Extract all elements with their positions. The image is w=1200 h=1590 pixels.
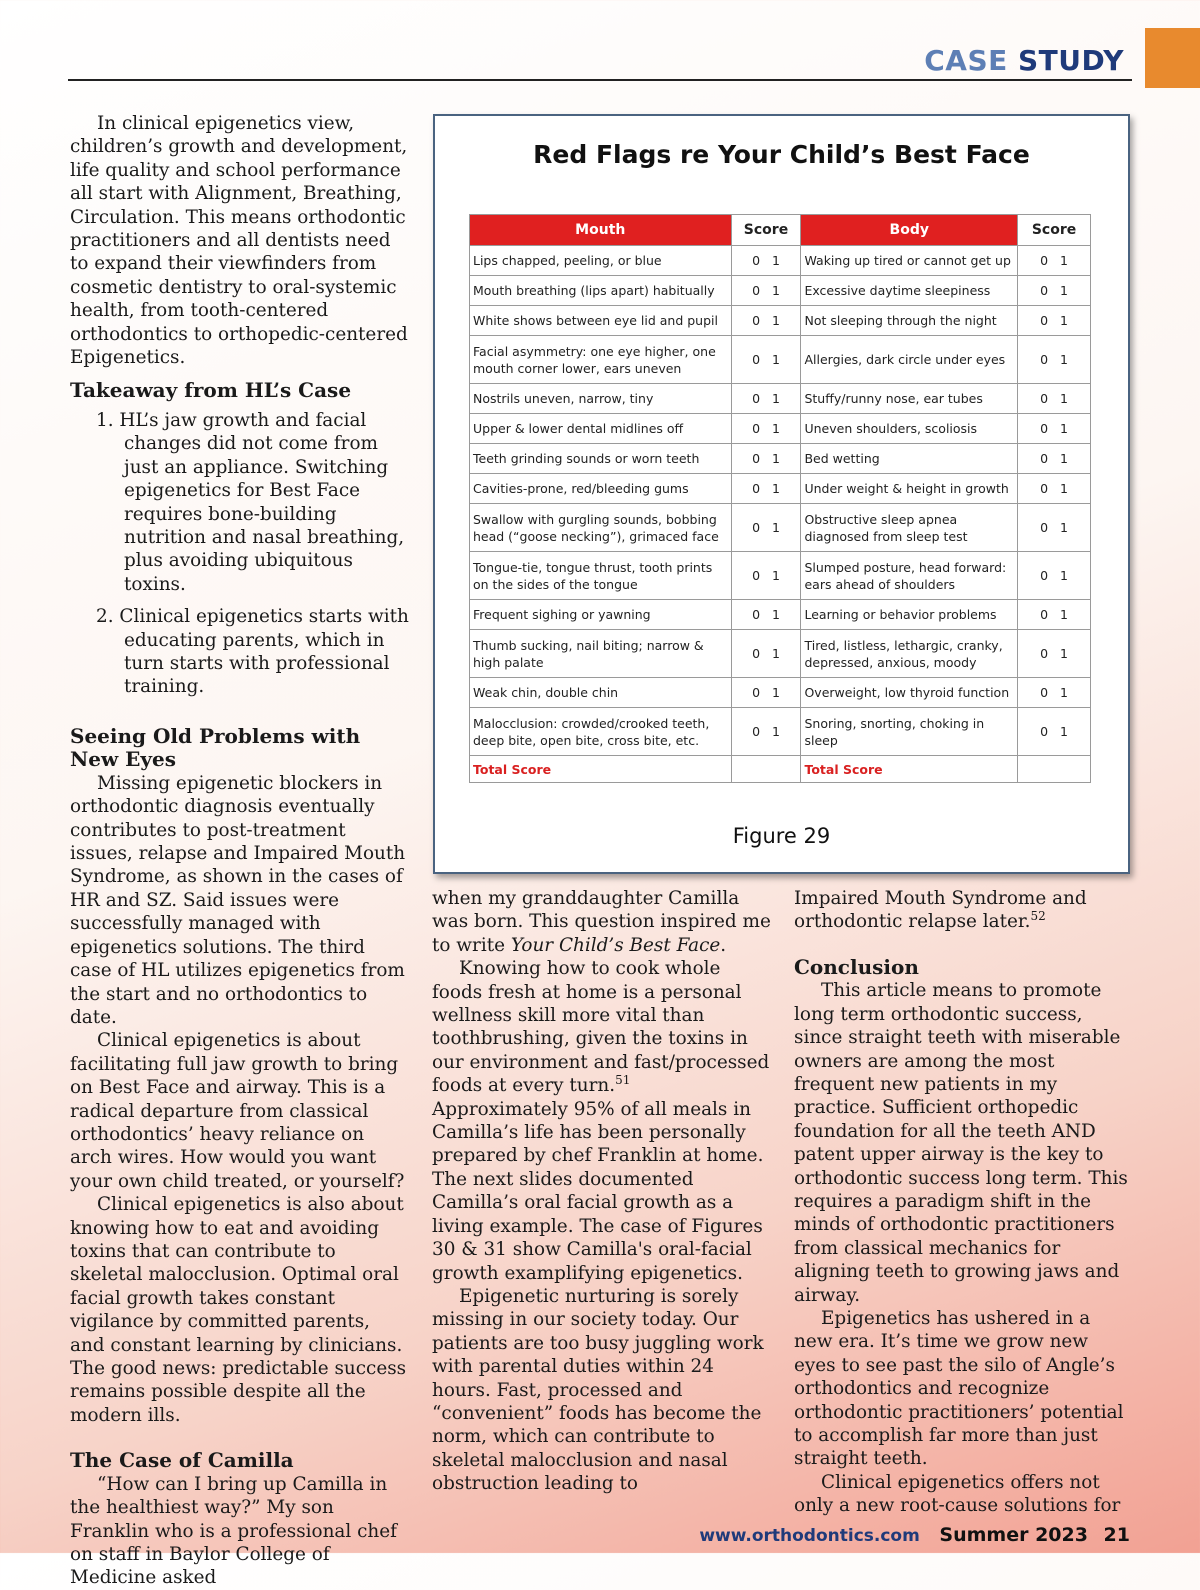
mouth-item: Mouth breathing (lips apart) habitually — [470, 276, 732, 306]
mouth-score: 0 1 — [731, 246, 801, 276]
mouth-score: 0 1 — [731, 474, 801, 504]
body-item: Uneven shoulders, scoliosis — [801, 414, 1018, 444]
mouth-item: Malocclusion: crowded/crooked teeth, deep bite, open bite, cross bite, etc. — [470, 708, 732, 756]
body-item: Excessive daytime sleepiness — [801, 276, 1018, 306]
mouth-score: 0 1 — [731, 276, 801, 306]
total-score-mouth: Total Score — [470, 756, 732, 783]
column-1 — [70, 112, 410, 1590]
table-row — [470, 414, 1091, 444]
table-row — [470, 306, 1091, 336]
table-row — [470, 336, 1091, 384]
body-score: 0 1 — [1018, 600, 1091, 630]
body-score: 0 1 — [1018, 678, 1091, 708]
body-item: Obstructive sleep apnea diagnosed from sleep test — [801, 504, 1018, 552]
paragraph-camilla: “How can I bring up Camilla in the healthiest way?” My son Franklin who is a professional chef on staff in Baylor College of Medicine asked — [70, 1473, 397, 1589]
body-item: Not sleeping through the night — [801, 306, 1018, 336]
body-score: 0 1 — [1018, 708, 1091, 756]
body-score: 0 1 — [1018, 384, 1091, 414]
reference-52: 52 — [1030, 909, 1046, 924]
body-score: 0 1 — [1018, 246, 1091, 276]
section-label-word2: STUDY — [1018, 44, 1124, 77]
total-score-row — [470, 756, 1091, 783]
header-rule — [68, 79, 1132, 81]
paragraph-facilitating: Clinical epigenetics is about facilitating full jaw growth to bring on Best Face and airway. This is a radical departure from classical orthodontics’ heavy reliance on arch wires. How would you want your own child treated, or yourself? — [70, 1030, 405, 1192]
table-row — [470, 276, 1091, 306]
figure-caption: Figure 29 — [732, 824, 831, 848]
paragraph-conclusion-2: Epigenetics has ushered in a new era. It’s time we grow new eyes to see past the silo of Angle’s orthodontics and recognize orthodontic practitioners’ potential to accomplish far more than just straight teeth. — [794, 1308, 1124, 1470]
footer-issue: Summer 2023 — [939, 1524, 1088, 1546]
body-score: 0 1 — [1018, 504, 1091, 552]
total-score-mouth-value — [731, 756, 801, 783]
mouth-item: Nostrils uneven, narrow, tiny — [470, 384, 732, 414]
table-body — [470, 246, 1091, 756]
book-title: Your Child’s Best Face — [510, 934, 721, 956]
mouth-item: Thumb sucking, nail biting; narrow & high palate — [470, 630, 732, 678]
body-score: 0 1 — [1018, 414, 1091, 444]
mouth-item: Frequent sighing or yawning — [470, 600, 732, 630]
body-item: Learning or behavior problems — [801, 600, 1018, 630]
table-row — [470, 384, 1091, 414]
header-score-2: Score — [1018, 215, 1091, 246]
intro-paragraph: In clinical epigenetics view, children’s growth and development, life quality and school performance all start with Alignment, Breathing, Circulation. This means orthodontic practitioners and all dentists need to expand their viewfinders from cosmetic dentistry to oral-systemic health, from tooth-centered orthodontics to orthopedic-centered Epigenetics. — [70, 113, 408, 369]
takeaway-item-2: 2. Clinical epigenetics starts with educating parents, which in turn starts with professional training. — [96, 606, 409, 698]
red-flags-table — [469, 214, 1091, 783]
page-number: 21 — [1103, 1524, 1130, 1546]
total-score-body: Total Score — [801, 756, 1018, 783]
mouth-item: Tongue-tie, tongue thrust, tooth prints on the sides of the tongue — [470, 552, 732, 600]
body-item: Stuffy/runny nose, ear tubes — [801, 384, 1018, 414]
mouth-item: Swallow with gurgling sounds, bobbing head (“goose necking”), grimaced face — [470, 504, 732, 552]
body-score: 0 1 — [1018, 276, 1091, 306]
header-score: Score — [731, 215, 801, 246]
table-row — [470, 600, 1091, 630]
body-score: 0 1 — [1018, 336, 1091, 384]
mouth-score: 0 1 — [731, 504, 801, 552]
mouth-item: Lips chapped, peeling, or blue — [470, 246, 732, 276]
figure-29 — [433, 114, 1130, 874]
body-item: Under weight & height in growth — [801, 474, 1018, 504]
paragraph-relapse — [794, 887, 1134, 934]
table-row — [470, 630, 1091, 678]
text-span: Impaired Mouth Syndrome and orthodontic relapse later. — [794, 888, 1087, 933]
body-item: Slumped posture, head forward: ears ahead of shoulders — [801, 552, 1018, 600]
heading-seeing-old-problems: Seeing Old Problems with New Eyes — [70, 723, 361, 772]
section-label-word1: CASE — [924, 44, 1008, 77]
mouth-item: Facial asymmetry: one eye higher, one mouth corner lower, ears uneven — [470, 336, 732, 384]
footer-url[interactable]: www.orthodontics.com — [699, 1526, 920, 1546]
body-item: Tired, listless, lethargic, cranky, depressed, anxious, moody — [801, 630, 1018, 678]
column-3 — [794, 887, 1134, 1518]
text-span: Knowing how to cook whole foods fresh at home is a personal wellness skill more vital than toothbrushing, given the toxins in our environment and fast/processed foods at every turn. — [432, 958, 770, 1097]
table-row — [470, 474, 1091, 504]
table-row — [470, 552, 1091, 600]
mouth-item: Upper & lower dental midlines off — [470, 414, 732, 444]
mouth-score: 0 1 — [731, 678, 801, 708]
mouth-item: Weak chin, double chin — [470, 678, 732, 708]
body-score: 0 1 — [1018, 444, 1091, 474]
header-mouth: Mouth — [470, 215, 732, 246]
mouth-score: 0 1 — [731, 414, 801, 444]
figure-title: Red Flags re Your Child’s Best Face — [533, 140, 1030, 169]
section-label — [924, 44, 1124, 77]
body-item: Allergies, dark circle under eyes — [801, 336, 1018, 384]
header-body: Body — [801, 215, 1018, 246]
mouth-score: 0 1 — [731, 444, 801, 474]
column-2 — [432, 887, 772, 1496]
mouth-score: 0 1 — [731, 600, 801, 630]
text-span: when my granddaughter Camilla was born. This question inspired me to write — [432, 888, 771, 956]
table-row — [470, 246, 1091, 276]
paragraph-nurturing: Epigenetic nurturing is sorely missing in our society today. Our patients are too busy juggling work with parental duties within 24 hours. Fast, processed and “convenient” foods has become the norm, which can contribute to skeletal malocclusion and nasal obstruction leading to — [432, 1285, 764, 1495]
table-row — [470, 708, 1091, 756]
heading-takeaway: Takeaway from HL’s Case — [70, 378, 352, 403]
takeaway-list — [70, 409, 410, 699]
text-span: Approximately 95% of all meals in Camilla’s life has been personally prepared by chef Franklin at home. The next slides documented Camilla’s oral facial growth as a living example. The case of Figures 30 & 31 show Camilla's oral-facial growth examplifying epigenetics. — [432, 1098, 764, 1284]
table-row — [470, 444, 1091, 474]
paragraph-conclusion-3: Clinical epigenetics offers not only a new root-cause solutions for — [794, 1471, 1121, 1517]
paragraph-conclusion-1: This article means to promote long term orthodontic success, since straight teeth with miserable owners are among the most frequent new patients in my practice. Sufficient orthopedic foundation for all the teeth AND patent upper airway is the key to orthodontic success long term. This requires a paradigm shift in the minds of orthodontic practitioners from classical mechanics for aligning teeth to growing jaws and airway. — [794, 980, 1128, 1306]
heading-case-of-camilla: The Case of Camilla — [70, 1448, 294, 1473]
paragraph-seeing: Missing epigenetic blockers in orthodontic diagnosis eventually contributes to post-treatment issues, relapse and Impaired Mouth Syndrome, as shown in the cases of HR and SZ. Said issues were successfully managed with epigenetics solutions. The third case of HL utilizes epigenetics from the start and no orthodontics to date. — [70, 772, 406, 1028]
body-score: 0 1 — [1018, 474, 1091, 504]
section-tab-marker — [1145, 28, 1200, 88]
table-header-row — [470, 215, 1091, 246]
body-score: 0 1 — [1018, 552, 1091, 600]
paragraph-whole-foods — [432, 957, 772, 1285]
table-row — [470, 504, 1091, 552]
paragraph-camilla-continued — [432, 887, 772, 957]
heading-conclusion: Conclusion — [794, 954, 919, 979]
body-score: 0 1 — [1018, 630, 1091, 678]
mouth-score: 0 1 — [731, 384, 801, 414]
body-item: Bed wetting — [801, 444, 1018, 474]
mouth-score: 0 1 — [731, 306, 801, 336]
body-item: Snoring, snorting, choking in sleep — [801, 708, 1018, 756]
body-score: 0 1 — [1018, 306, 1091, 336]
mouth-score: 0 1 — [731, 630, 801, 678]
mouth-item: Cavities-prone, red/bleeding gums — [470, 474, 732, 504]
reference-51: 51 — [615, 1073, 631, 1088]
body-item: Waking up tired or cannot get up — [801, 246, 1018, 276]
body-item: Overweight, low thyroid function — [801, 678, 1018, 708]
takeaway-item-1: 1. HL’s jaw growth and facial changes did not come from just an appliance. Switching epigenetics for Best Face requires bone-building nutrition and nasal breathing, plus avoiding ubiquitous toxins. — [96, 409, 405, 595]
mouth-score: 0 1 — [731, 336, 801, 384]
paragraph-eat: Clinical epigenetics is also about knowing how to eat and avoiding toxins that can contribute to skeletal malocclusion. Optimal oral facial growth takes constant vigilance by committed parents, and constant learning by clinicians. The good news: predictable success remains possible despite all the modern ills. — [70, 1194, 407, 1426]
text-span: . — [720, 934, 727, 956]
mouth-item: Teeth grinding sounds or worn teeth — [470, 444, 732, 474]
mouth-item: White shows between eye lid and pupil — [470, 306, 732, 336]
total-score-body-value — [1018, 756, 1091, 783]
page-footer — [699, 1524, 1130, 1546]
table-row — [470, 678, 1091, 708]
mouth-score: 0 1 — [731, 708, 801, 756]
mouth-score: 0 1 — [731, 552, 801, 600]
